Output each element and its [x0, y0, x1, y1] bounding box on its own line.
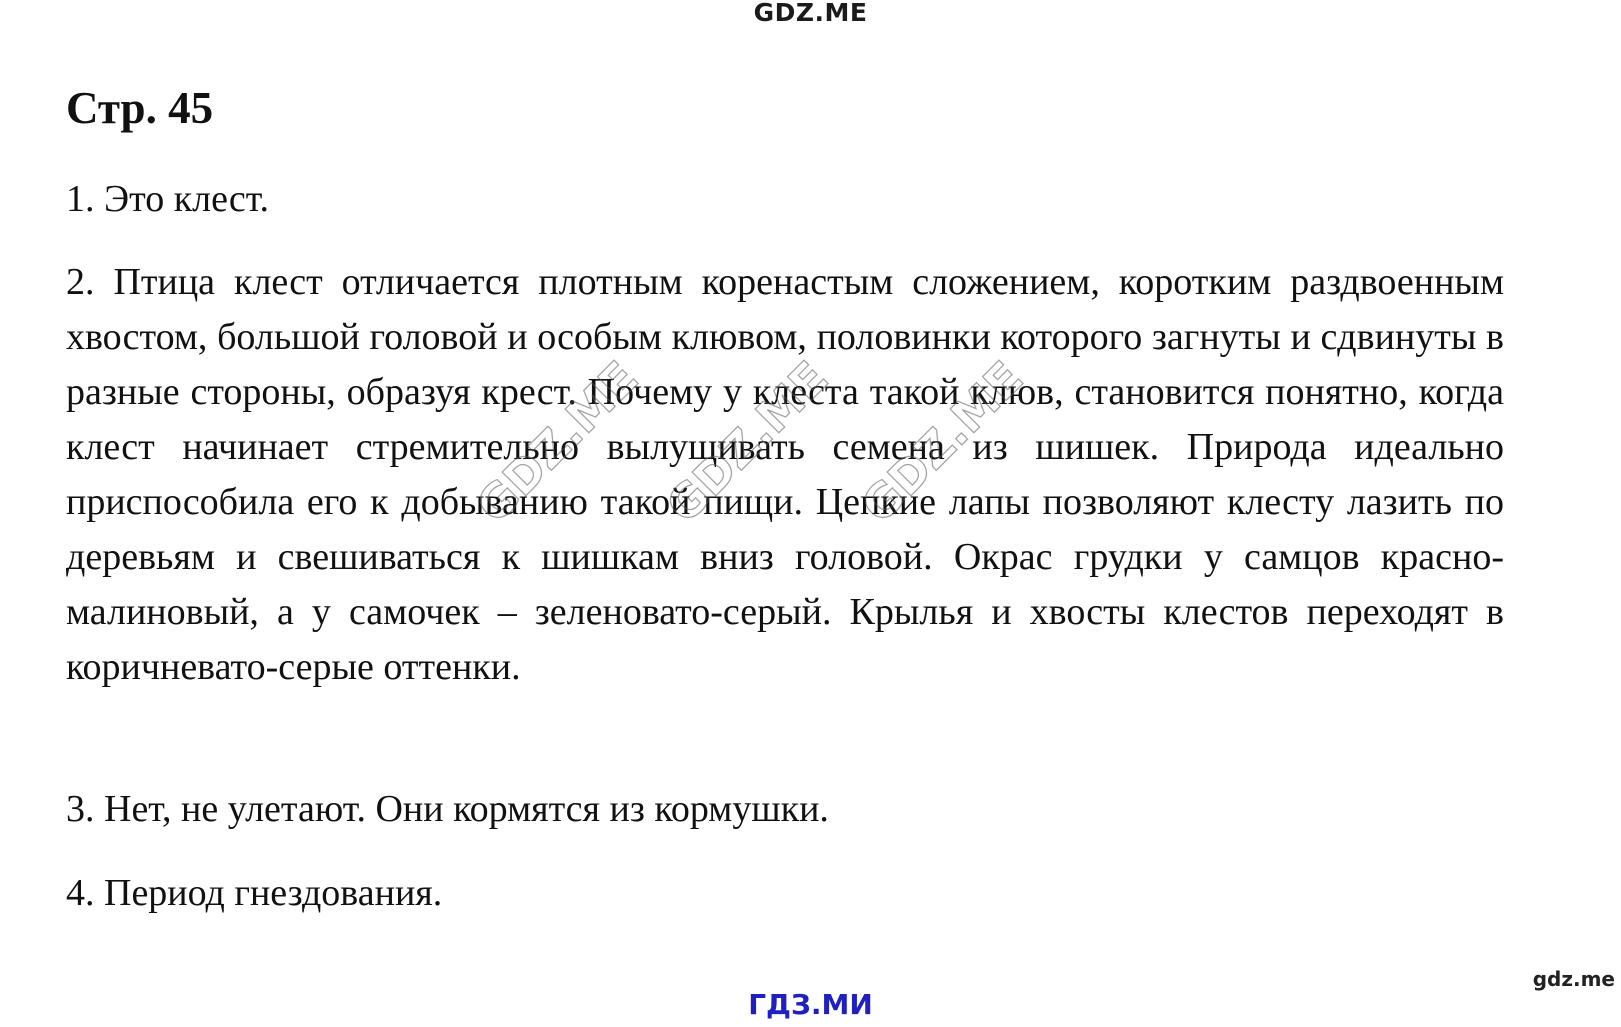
watermark: GDZ.ME	[465, 350, 649, 534]
site-header-logo: GDZ.ME	[753, 0, 868, 27]
watermark: GDZ.ME	[655, 350, 839, 534]
answer-2: 2. Птица клест отличается плотным коренастым сложением, коротким раздвоенным хвостом, большой головой и особым клювом, половинки которого загнуты и сдвинуты в разные стороны, образуя крест. Почему у клеста такой клюв, становится понятно, когда клест начинает стремительно вылущивать семена из шишек. Природа идеально приспособила его к добыванию такой пищи. Цепкие лапы позволяют клесту лазить по деревьям и свешиваться к шишкам вниз головой. Окрас грудки у самцов красно-малиновый, а у самочек – зеленовато-серый. Крылья и хвосты клестов переходят в коричневато-серые оттенки.	[66, 261, 1504, 688]
watermark: GDZ.ME	[850, 350, 1034, 534]
answer-4: 4. Период гнездования.	[66, 872, 443, 914]
footer-site-mark: gdz.me	[1532, 967, 1615, 991]
footer-site-link[interactable]: ГДЗ.МИ	[748, 988, 873, 1021]
page-title: Стр. 45	[66, 83, 214, 133]
answer-3: 3. Нет, не улетают. Они кормятся из кормушки.	[66, 788, 829, 830]
answer-1: 1. Это клест.	[66, 178, 270, 220]
